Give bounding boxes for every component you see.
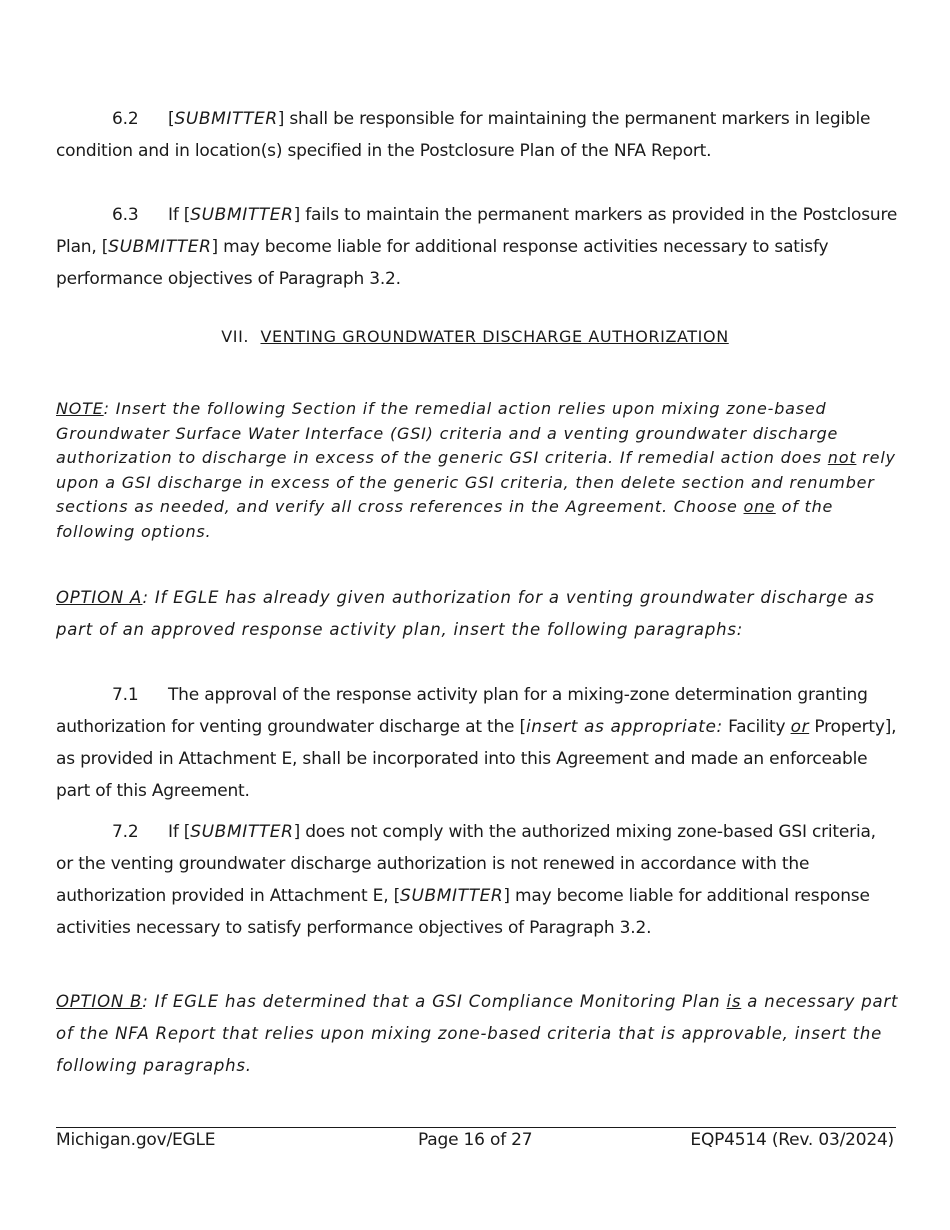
paragraph-7-1: 7.1 The approval of the response activity plan for a mixing-zone determination granting authorization for venting groundwater discharge at the [insert as appropriate: Facility or Property], as provided in Attachment E, shall be incorporated into this Agreement and made an enforceable part of this Agreement. [56, 679, 898, 807]
submitter-placeholder: SUBMITTER [174, 109, 278, 129]
submitter-placeholder: SUBMITTER [400, 886, 504, 906]
paragraph-6-2: 6.2 [SUBMITTER] shall be responsible for maintaining the permanent markers in legible condition and in location(s) specified in the Postclosure Plan of the NFA Report. [56, 103, 898, 167]
option-b-label: OPTION B [56, 992, 143, 1011]
paragraph-number: 6.2 [112, 109, 139, 129]
footer-website: Michigan.gov/EGLE [56, 1130, 216, 1150]
paragraph-number: 6.3 [112, 205, 139, 225]
page-footer [56, 1127, 896, 1160]
option-a: OPTION A: If EGLE has already given authorization for a venting groundwater discharge as part of an approved response activity plan, insert the following paragraphs: [56, 588, 875, 639]
submitter-placeholder: SUBMITTER [190, 205, 294, 225]
form-number: EQP4514 (Rev. 03/2024) [690, 1130, 894, 1150]
drafting-note: NOTE: Insert the following Section if the remedial action relies upon mixing zone-based Groundwater Surface Water Interface (GSI) criteria and a venting groundwater discharge authorization to discharge in excess of the generic GSI criteria. If remedial action does not rely upon a GSI discharge in excess of the generic GSI criteria, then delete section and renumber sections as needed, and verify all cross references in the Agreement. Choose one of the following options. [56, 399, 896, 541]
note-label: NOTE [56, 399, 104, 418]
paragraph-6-3: 6.3 If [SUBMITTER] fails to maintain the permanent markers as provided in the Postclosure Plan, [SUBMITTER] may become liable for additional response activities necessary to satisfy performance objectives of Paragraph 3.2. [56, 199, 898, 295]
section-roman-numeral: VII. [221, 327, 250, 346]
section-title: VENTING GROUNDWATER DISCHARGE AUTHORIZATION [260, 327, 729, 346]
paragraph-7-2: 7.2 If [SUBMITTER] does not comply with the authorized mixing zone-based GSI criteria, or the venting groundwater discharge authorization is not renewed in accordance with the authorization provided in Attachment E, [SUBMITTER] may become liable for additional response activities necessary to satisfy performance objectives of Paragraph 3.2. [56, 816, 898, 944]
submitter-placeholder: SUBMITTER [108, 237, 212, 257]
paragraph-number: 7.2 [112, 822, 139, 842]
paragraph-number: 7.1 [112, 685, 139, 705]
option-a-label: OPTION A [56, 588, 143, 607]
page-number: Page 16 of 27 [418, 1130, 533, 1150]
section-heading-vii [0, 324, 950, 350]
option-b: OPTION B: If EGLE has determined that a GSI Compliance Monitoring Plan is a necessary part of the NFA Report that relies upon mixing zone-based criteria that is approvable, insert the following paragraphs. [56, 992, 899, 1075]
submitter-placeholder: SUBMITTER [190, 822, 294, 842]
